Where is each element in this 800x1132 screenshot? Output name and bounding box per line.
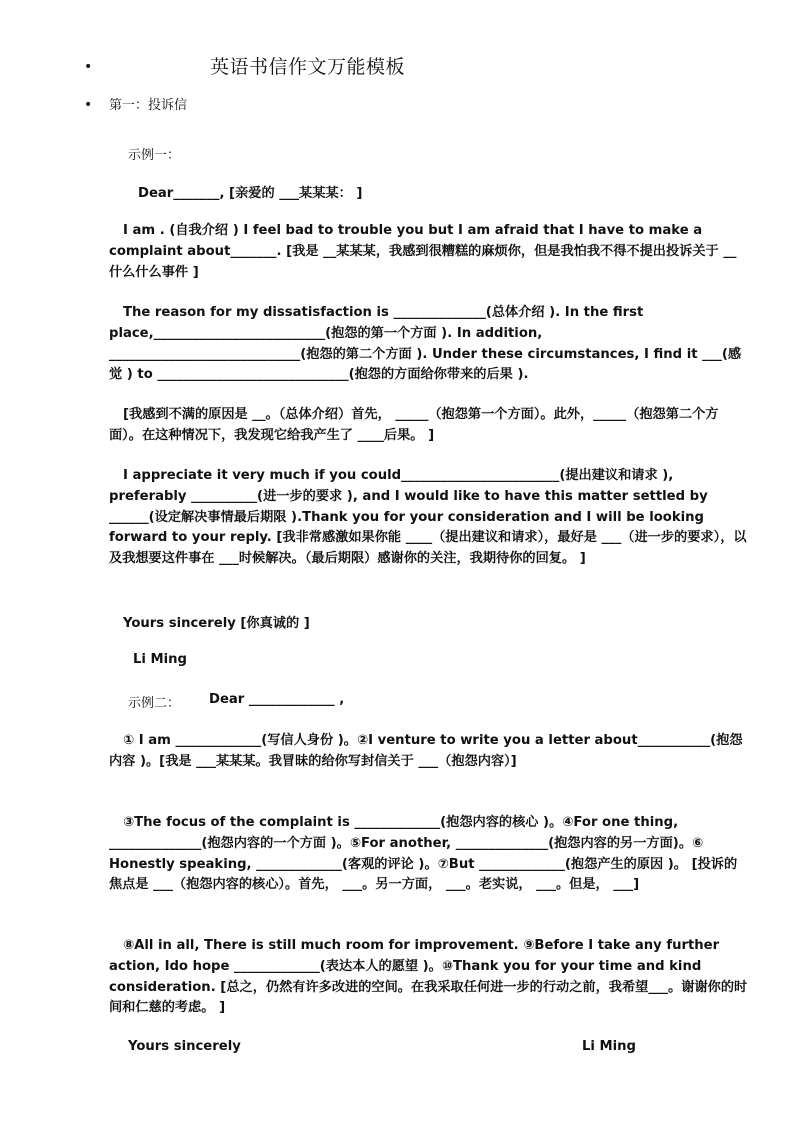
example2-closing: Yours sincerely [128,1039,241,1054]
example1-label: 示例一： [128,148,181,163]
example2-paragraph-1: ① I am _____________(写信人身份 )。②I venture to write you a letter about___________(抱怨内容 )。[我是 ___某某某。我冒昧的给你写封信关于 ___（抱怨内容）] [109,733,743,769]
example1-paragraph-3: [我感到不满的原因是 __。（总体介绍）首先， _____（抱怨第一个方面）。此外，_____（抱怨第二个方面）。在这种情况下，我发现它给我产生了 ____后果。 ] [109,407,719,443]
example1-paragraph-1: I am . (自我介绍 ) I feel bad to trouble you but I am afraid that I have to make a complaint about_______. [我是 __某某某，我感到很糟糕的麻烦你，但是我怕我不得不提出投诉关于 __什么什么事件 ] [109,223,737,280]
example1-paragraph-4: I appreciate it very much if you could________________________(提出建议和请求 ), preferably __________(进一步的要求 ), and I would like to have this matter settled by ______(设定解决事情最后期限 ).Thank you for your consideration and I will be looking forward to your reply. [我非常感激如果你能 ____（提出建议和请求），最好是 ___（进一步的要求），以及我想要这件事在 ___时候解决。（最后期限）感谢你的关注，我期待你的回复。 ] [109,468,747,567]
example1-salutation: Dear_______, [亲爱的 ___某某某： ] [138,186,363,201]
example1-closing: Yours sincerely [你真诚的 ] [123,616,310,631]
example2-salutation: Dear _____________ , [209,692,345,707]
example2-paragraph-3: ⑧All in all, There is still much room for improvement. ⑨Before I take any further action, Ido hope _____________(表达本人的愿望 )。⑩Thank you for your time and kind consideration. [总之，仍然有许多改进的空间。在我采取任何进一步的行动之前，我希望___。谢谢你的时间和仁慈的考虑。 ] [109,938,748,1016]
example1-paragraph-2: The reason for my dissatisfaction is ______________(总体介绍 ). In the first place,__________________________(抱怨的第一个方面 ). In addition, _____________________________(抱怨的第二个方面 ). Under these circumstances, I find it ___(感觉 ) to _____________________________(抱怨的方面给你带来的后果 ). [109,305,742,383]
document-title: 英语书信作文万能模板 [210,56,406,78]
example2-label: 示例二： [128,696,181,711]
example2-signature: Li Ming [582,1039,636,1054]
section-title: 第一：投诉信 [109,98,188,113]
bullet-icon: • [84,59,93,75]
example1-signature: Li Ming [133,652,187,667]
example2-paragraph-2: ③The focus of the complaint is _____________(抱怨内容的核心 )。④For one thing, ______________(抱怨内容的一个方面 )。⑤For another, ______________(抱怨内容的另一方面)。⑥ Honestly speaking, _____________(客观的评论 )。⑦But _____________(抱怨产生的原因 )。 [投诉的焦点是 ___（抱怨内容的核心）。首先， ___。另一方面， ___。老实说， ___。但是， ___] [109,815,738,893]
bullet-icon: • [84,97,93,113]
